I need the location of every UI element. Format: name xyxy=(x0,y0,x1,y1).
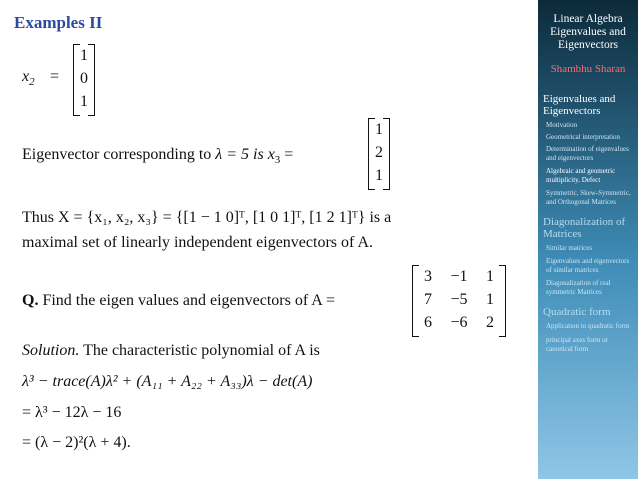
matrix-cell: −1 xyxy=(450,268,468,285)
nav-item-determination[interactable]: Determination of eigenvalues and eigenvectors xyxy=(546,145,629,162)
x3-symbol: x xyxy=(267,146,275,163)
thus-line: Thus X = {x₁, x₂, x₃} = {[1 − 1 0]ᵀ, [1 0 1]ᵀ, [1 2 1]ᵀ} is a xyxy=(22,209,392,226)
nav-item-eigen-similar[interactable]: Eigenvalues and eigenvectors of similar matrices xyxy=(546,257,630,274)
x2-subscript: 2 xyxy=(29,76,35,89)
x2-equals: = xyxy=(50,68,60,85)
matrix-cell: 3 xyxy=(424,268,432,285)
slide-title: Examples II xyxy=(14,13,103,32)
lambda-value: λ = 5 is xyxy=(215,146,264,163)
matrix-cell: −5 xyxy=(450,291,468,308)
nav-item-geometrical-interpretation[interactable]: Geometrical interpretation xyxy=(546,133,621,141)
polynomial-factored: = (λ − 2)²(λ + 4). xyxy=(22,434,131,451)
nav-section-quadratic-form[interactable]: Quadratic form xyxy=(543,306,611,318)
vector-entry: 0 xyxy=(80,70,88,87)
nav-section-diagonalization[interactable]: Diagonalization of Matrices xyxy=(543,216,626,240)
vector-entry: 1 xyxy=(375,121,383,138)
solution-label: Solution. xyxy=(22,342,80,359)
characteristic-polynomial: λ³ − trace(A)λ² + (A₁₁ + A₂₂ + A₃₃)λ − det(A) xyxy=(22,373,313,390)
maximal-line: maximal set of linearly independent eigenvectors of A. xyxy=(22,234,373,251)
solution-text: The characteristic polynomial of A is xyxy=(83,342,320,359)
navigation-sidebar xyxy=(538,0,638,479)
course-title[interactable] xyxy=(538,13,638,52)
question-text: Find the eigen values and eigenvectors of A = xyxy=(42,292,335,309)
nav-item-similar-matrices[interactable]: Similar matrices xyxy=(546,244,593,252)
question-label: Q. xyxy=(22,292,39,309)
question-line xyxy=(22,292,335,310)
vector-entry: 1 xyxy=(80,47,88,64)
x2-symbol: x xyxy=(22,68,30,85)
x2-vector xyxy=(73,44,95,116)
matrix-a xyxy=(412,265,506,337)
nav-item-application-quadratic[interactable]: Application to quadratic form xyxy=(546,322,630,330)
nav-item-multiplicity[interactable]: Algebraic and geometric multiplicity, Defect xyxy=(546,167,616,184)
x3-equals: = xyxy=(284,146,294,163)
nav-section-eigenvalues[interactable]: Eigenvalues and Eigenvectors xyxy=(543,93,616,117)
polynomial-expanded: = λ³ − 12λ − 16 xyxy=(22,404,122,421)
vector-entry: 1 xyxy=(80,93,88,110)
solution-line xyxy=(22,342,320,360)
matrix-cell: −6 xyxy=(450,314,468,331)
vector-entry: 2 xyxy=(375,144,383,161)
matrix-cell: 1 xyxy=(486,268,494,285)
matrix-cell: 6 xyxy=(424,314,432,331)
right-bracket xyxy=(499,265,506,337)
matrix-cell: 1 xyxy=(486,291,494,308)
x3-subscript: 3 xyxy=(274,154,281,167)
author-name[interactable]: Shambhu Sharan xyxy=(550,63,626,75)
course-title-line: Eigenvectors xyxy=(557,39,619,51)
nav-item-principal-axes[interactable]: principal axes form or canonical form xyxy=(546,336,609,353)
eigenvector-text: Eigenvector corresponding to xyxy=(22,146,212,163)
x2-label xyxy=(22,68,35,88)
matrix-cell: 2 xyxy=(486,314,494,331)
x3-vector xyxy=(368,118,390,190)
course-title-line: Linear Algebra xyxy=(553,13,623,25)
course-title-line: Eigenvalues and xyxy=(550,26,626,38)
nav-item-symmetric-matrices[interactable]: Symmetric, Skew-Symmetric, and Orthogonal Matrices xyxy=(546,189,631,206)
eigenvector-sentence xyxy=(22,146,293,166)
nav-item-motivation[interactable]: Motivation xyxy=(546,121,578,129)
matrix-cell: 7 xyxy=(424,291,432,308)
nav-item-diagonalization-symmetric[interactable]: Diagonalization of real symmetric Matrices xyxy=(546,279,611,296)
vector-entry: 1 xyxy=(375,167,383,184)
